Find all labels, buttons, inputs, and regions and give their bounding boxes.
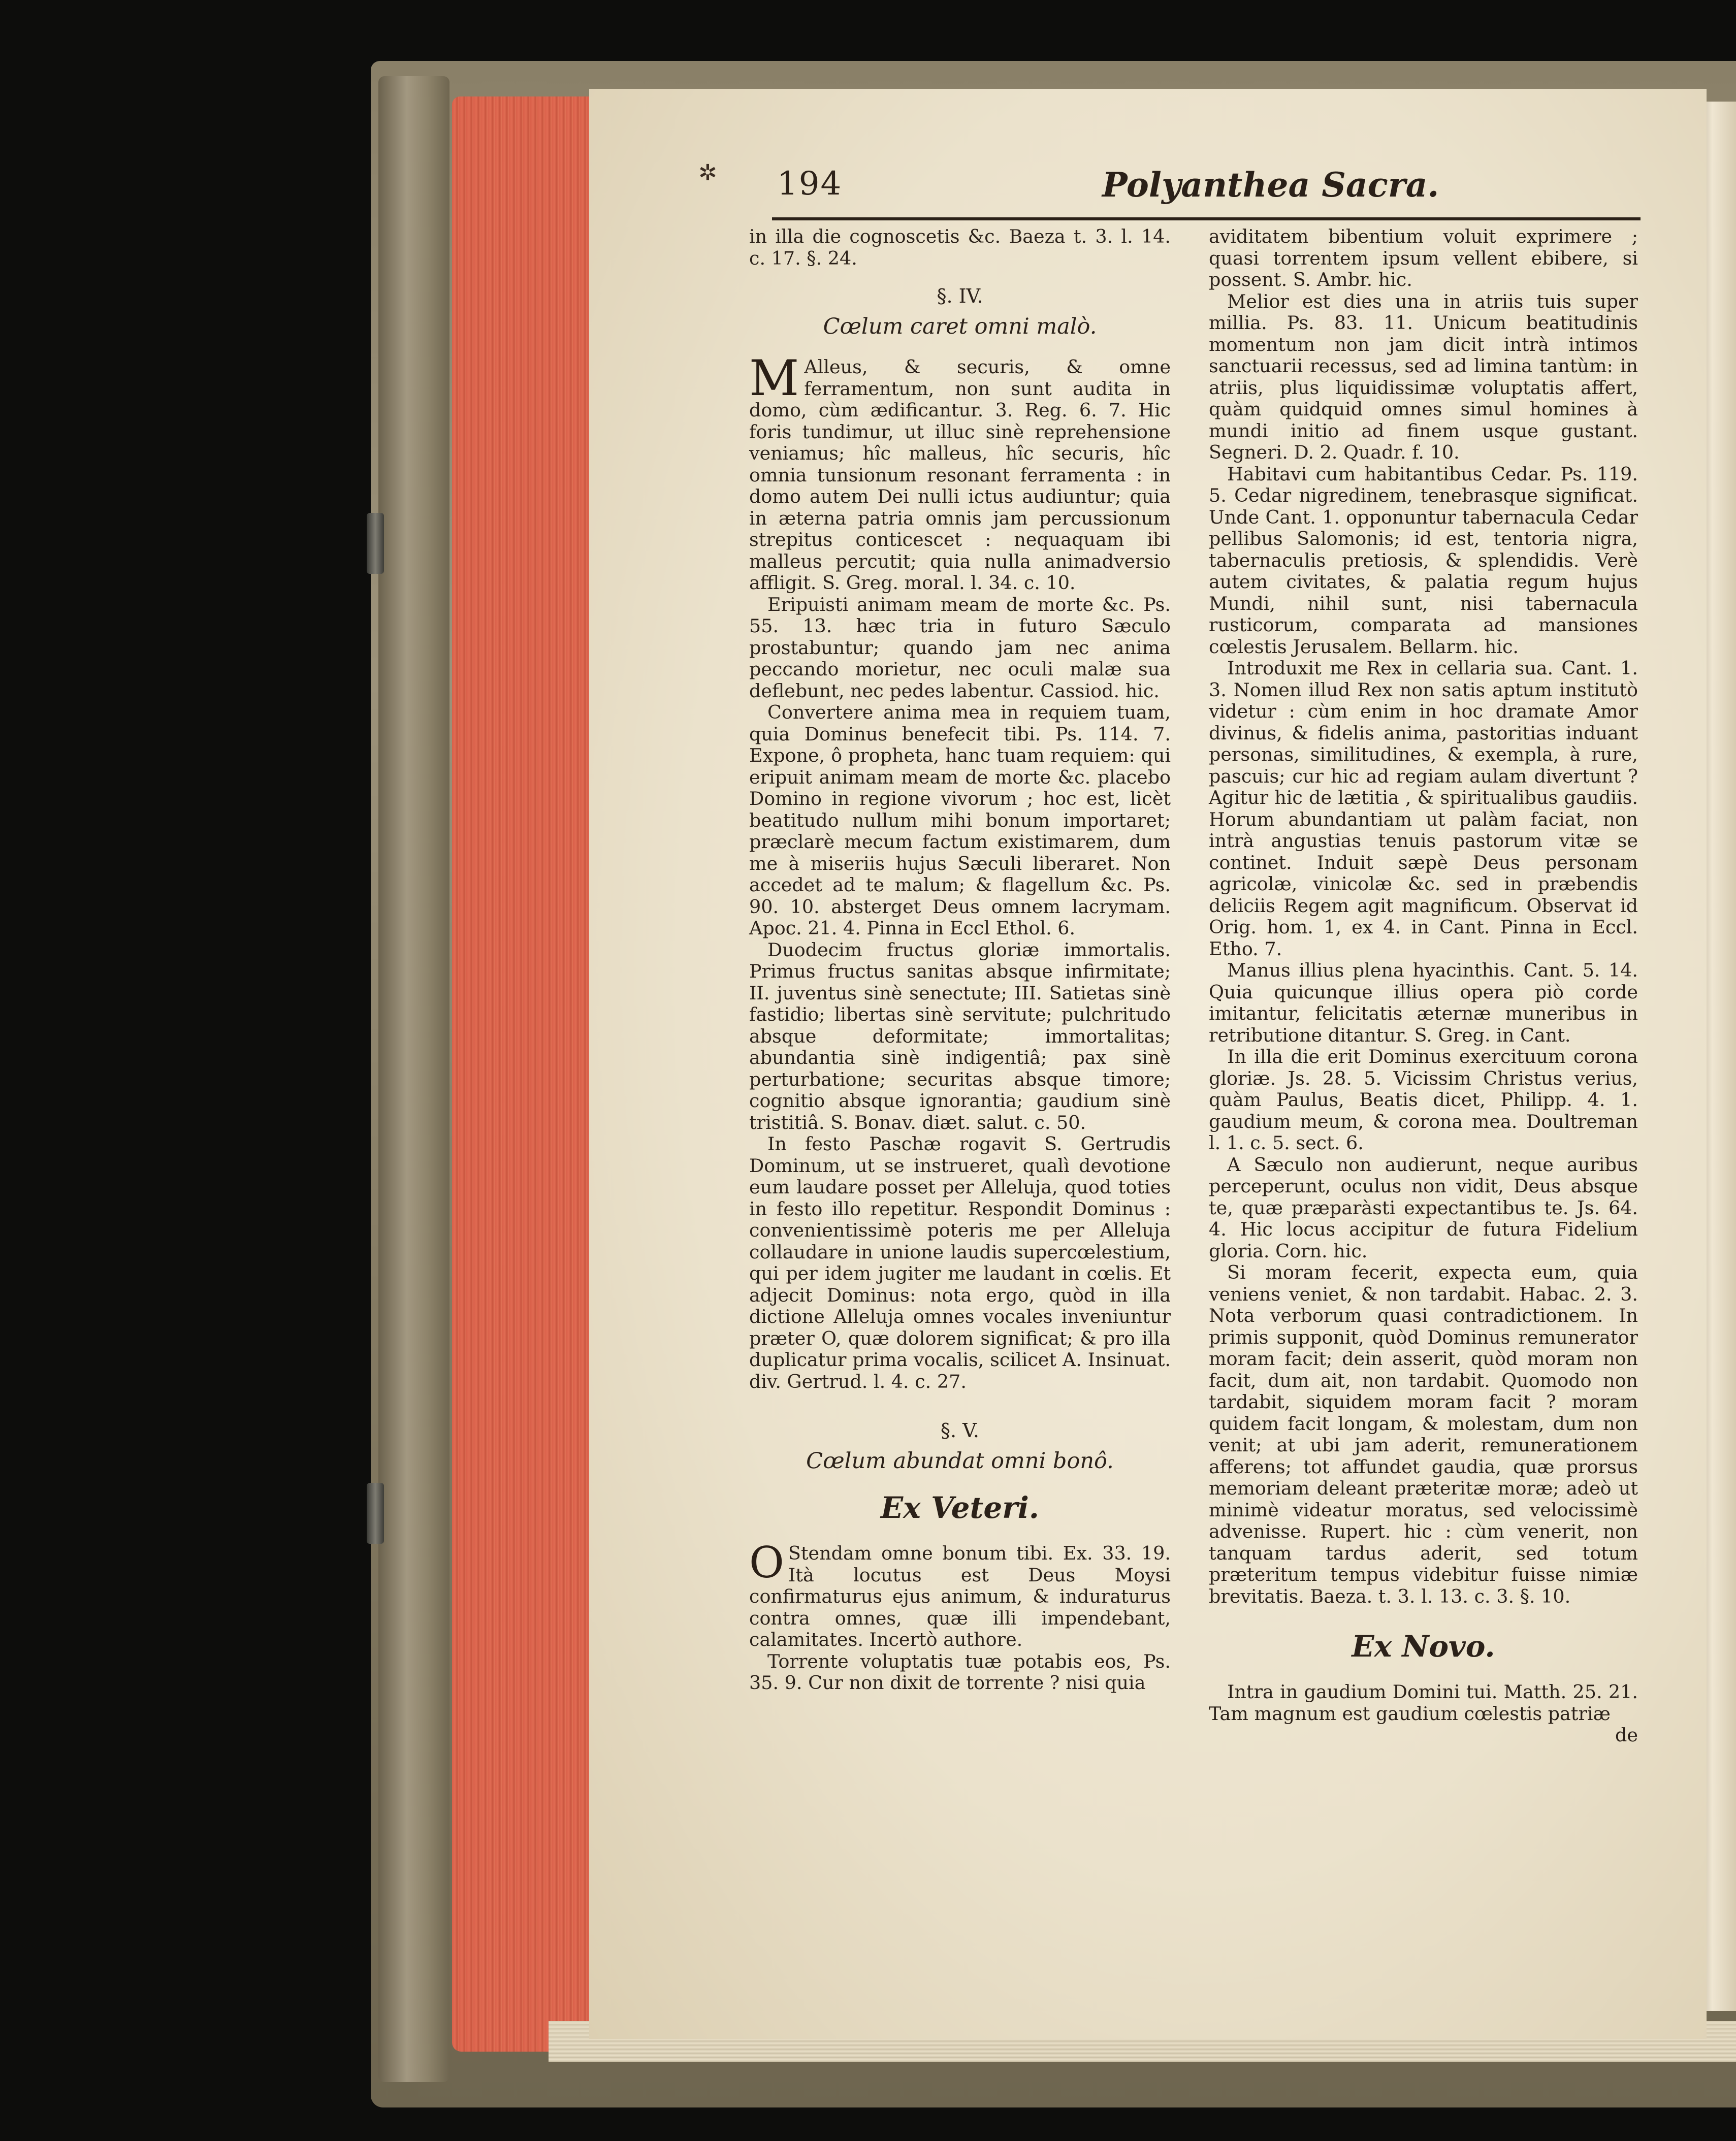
paragraph: Eripuisti animam meam de morte &c. Ps. 55. 13. hæc tria in futuro Sæculo prostabuntur; quando jam nec anima peccando morietur, nec oculi malæ sua deflebunt, nec pedes labentur. Cassiod. hic. — [749, 593, 1171, 702]
right-column — [1209, 226, 1638, 1746]
paragraph — [749, 350, 1171, 594]
paragraph: Habitavi cum habitantibus Cedar. Ps. 119. 5. Cedar nigredinem, tenebrasque significat. Unde Cant. 1. opponuntur tabernacula Cedar pellibus Salomonis; id est, tentoria nigra, tabernaculis pretiosis, & splendidis. Verè autem civitates, & palatia regum hujus Mundi, nihil sunt, nisi tabernacula rusticorum, comparata ad mansiones cœlestis Jerusalem. Bellarm. hic. — [1209, 463, 1638, 658]
paragraph: In illa die erit Dominus exercituum corona gloriæ. Js. 28. 5. Vicissim Christus verius, quàm Paulus, Beatis dicet, Philipp. 4. 1. gaudium meum, & corona mea. Doultreman l. 1. c. 5. sect. 6. — [1209, 1046, 1638, 1154]
paragraph: Convertere anima mea in requiem tuam, quia Dominus benefecit tibi. Ps. 114. 7. Expone, ô propheta, hanc tuam requiem: qui eripuit animam meam de morte &c. placebo Domino in regione vivorum ; hoc est, licèt beatitudo nullum mihi bonum importaret; præclarè mecum factum existimarem, dum me à miseriis hujus Sæculi liberaret. Non accedet ad te malum; & flagellum &c. Ps. 90. 10. absterget Deus omnem lacrymam. Apoc. 21. 4. Pinna in Eccl Ethol. 6. — [749, 701, 1171, 939]
book-board-edge — [378, 76, 449, 2082]
section-number: §. V. — [940, 1419, 980, 1442]
section-number: §. IV. — [937, 285, 983, 307]
paragraph: Torrente voluptatis tuæ potabis eos, Ps. 35. 9. Cur non dixit de torrente ? nisi quia — [749, 1650, 1171, 1694]
paragraph: Introduxit me Rex in cellaria sua. Cant. 1. 3. Nomen illud Rex non satis aptum institutò videtur : cùm enim in hoc dramate Amor divinus, & fidelis anima, pastoritias induant personas, similitudines, & exempla, à rure, pascuis; cur hic ad regiam aulam divertunt ? Agitur hic de lætitia , & spiritualibus gaudiis. Horum abundantiam ut palàm faciat, non intrà angustias tenuis pastorum vitæ se continet. Induit sæpè Deus personam agricolæ, vinicolæ &c. sed in præbendis deliciis Regem agit magnificum. Observat id Orig. hom. 1, ex 4. in Cant. Pinna in Eccl. Etho. 7. — [1209, 657, 1638, 960]
drop-cap: M — [749, 350, 799, 407]
subheading: Ex Novo. — [1352, 1629, 1495, 1664]
red-page-edges — [452, 96, 599, 2052]
paragraph: aviditatem bibentium voluit exprimere ; quasi torrentem ipsum vellent ebibere, si possent. S. Ambr. hic. — [1209, 225, 1638, 290]
clasp-lower — [367, 1483, 384, 1544]
left-column — [749, 226, 1171, 1694]
paragraph: Melior est dies una in atriis tuis super millia. Ps. 83. 11. Unicum beatitudinis momentum non jam dicit intrà intimos sanctuarii recessus, sed ad limina tantùm: in atriis, plus liquidissimæ voluptatis affert, quàm quidquid omnes simul homines à mundi initio ad finem usque gustant. Segneri. D. 2. Quadr. f. 10. — [1209, 290, 1638, 463]
paragraph: In festo Paschæ rogavit S. Gertrudis Dominum, ut se instrueret, qualì devotione eum laudare posset per Alleluja, quod toties in festo illo repetitur. Respondit Dominus : convenientissimè poteris me per Alleluja collaudare in unione laudis supercœlestium, qui per idem jugiter me laudant in cœlis. Et adjecit Dominus: nota ergo, quòd in illa dictione Alleluja omnes vocales inveniuntur præter O, quæ dolorem significat; & pro illa duplicatur prima vocalis, scilicet A. Insinuat. div. Gertrud. l. 4. c. 27. — [749, 1133, 1171, 1392]
paragraph-text: Alleus, & securis, & omne ferramentum, non sunt audita in domo, cùm ædificantur. 3. Reg. 6. 7. Hic foris tundimur, ut illuc sinè reprehensione veniamus; hîc malleus, hîc securis, hîc omnia tunsionum resonant ferramenta : in domo autem Dei nulli ictus audiuntur; quia in æterna patria omnis jam percussionum strepitus conticescet : nequaquam ibi malleus percutit; quia nulla animadversio affligit. S. Greg. moral. l. 34. c. 10. — [749, 356, 1171, 594]
section-title: Cœlum caret omni malò. — [823, 314, 1097, 339]
paragraph: Manus illius plena hyacinthis. Cant. 5. 14. Quia quicunque illius opera piò corde imitantur, felicitatis æternæ muneribus in retributione ditantur. S. Greg. in Cant. — [1209, 959, 1638, 1046]
page-marker: ✲ — [698, 160, 717, 186]
paragraph-text: Stendam omne bonum tibi. Ex. 33. 19. Ità locutus est Deus Moysi confirmaturus ejus animum, & induraturus contra omnes, quæ illi impendebant, calamitates. Incertò authore. — [749, 1542, 1171, 1650]
paragraph: in illa die cognoscetis &c. Baeza t. 3. l. 14. c. 17. §. 24. — [749, 225, 1171, 269]
paragraph: Duodecim fructus gloriæ immortalis. Primus fructus sanitas absque infirmitate; II. juventus sinè senectute; III. Satietas sinè fastidio; libertas sinè servitute; pulchritudo absque deformitate; immortalitas; abundantia sinè indigentiâ; pax sinè perturbatione; securitas absque timore; cognitio absque ignorantia; gaudium sinè tristitiâ. S. Bonav. diæt. salut. c. 50. — [749, 938, 1171, 1133]
catchword: de — [1615, 1724, 1638, 1746]
running-title: Polyanthea Sacra. — [1102, 165, 1439, 205]
page-number: 194 — [777, 165, 843, 203]
section-title: Cœlum abundat omni bonô. — [806, 1448, 1114, 1474]
drop-cap: O — [749, 1538, 784, 1587]
subheading: Ex Veteri. — [880, 1490, 1040, 1525]
paragraph: Si moram fecerit, expecta eum, quia veniens veniet, & non tardabit. Habac. 2. 3. Nota verborum quasi contradictionem. In primis supponit, quòd Dominus remunerator moram facit; dein asserit, quòd moram non facit, dum ait, non tardabit. Quomodo non tardabit, siquidem moram facit ? moram quidem facit longam, & molestam, dum non venit; at ubi jam aderit, remunerationem afferens; tot affundet gaudia, quæ prorsus memoriam deleant præteritæ moræ; adeò ut minimè videatur moratus, sed velocissimè advenisse. Rupert. hic : cùm venerit, non tanquam tardus aderit, sed totum præteritum tempus videbitur fuisse nimiæ brevitatis. Baeza. t. 3. l. 13. c. 3. §. 10. — [1209, 1261, 1638, 1607]
paragraph: A Sæculo non audierunt, neque auribus perceperunt, oculus non vidit, Deus absque te, quæ præparàsti expectantibus te. Js. 64. 4. Hic locus accipitur de futura Fidelium gloria. Corn. hic. — [1209, 1153, 1638, 1262]
header-rule — [772, 217, 1641, 220]
paragraph — [749, 1538, 1171, 1651]
clasp-upper — [367, 513, 384, 574]
running-head — [777, 165, 1641, 216]
paragraph: Intra in gaudium Domini tui. Matth. 25. 21. Tam magnum est gaudium cœlestis patriæ — [1209, 1681, 1638, 1725]
